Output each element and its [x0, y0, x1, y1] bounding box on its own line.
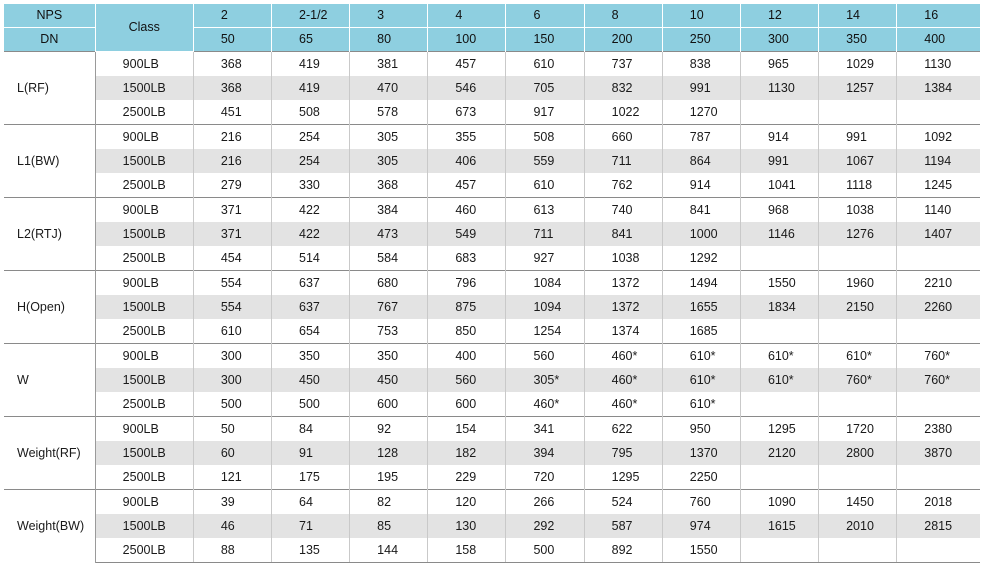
table-row [4, 149, 980, 173]
value-cell: 965 [740, 52, 818, 77]
value-cell: 841 [584, 222, 662, 246]
value-cell: 384 [350, 198, 428, 223]
dn-header: DN [4, 28, 95, 52]
value-cell: 46 [193, 514, 271, 538]
dn-cell: 100 [428, 28, 506, 52]
value-cell: 371 [193, 222, 271, 246]
value-cell: 229 [428, 465, 506, 490]
class-cell: 1500LB [95, 441, 193, 465]
value-cell: 610 [506, 52, 584, 77]
value-cell: 610* [662, 344, 740, 369]
value-cell: 2150 [819, 295, 897, 319]
value-cell: 587 [584, 514, 662, 538]
value-cell: 760* [897, 368, 980, 392]
value-cell: 1000 [662, 222, 740, 246]
class-cell: 2500LB [95, 538, 193, 563]
value-cell: 419 [272, 52, 350, 77]
value-cell: 1615 [740, 514, 818, 538]
value-cell: 2210 [897, 271, 980, 296]
value-cell: 457 [428, 173, 506, 198]
table-row [4, 514, 980, 538]
table-row [4, 271, 980, 296]
nps-cell: 2-1/2 [272, 4, 350, 28]
value-cell: 1834 [740, 295, 818, 319]
value-cell: 720 [506, 465, 584, 490]
value-cell: 559 [506, 149, 584, 173]
value-cell: 1407 [897, 222, 980, 246]
class-cell: 900LB [95, 490, 193, 515]
value-cell: 524 [584, 490, 662, 515]
value-cell: 832 [584, 76, 662, 100]
value-cell: 85 [350, 514, 428, 538]
value-cell [740, 246, 818, 271]
value-cell: 300 [193, 368, 271, 392]
value-cell: 457 [428, 52, 506, 77]
dn-cell: 150 [506, 28, 584, 52]
value-cell: 300 [193, 344, 271, 369]
class-cell: 900LB [95, 417, 193, 442]
dn-cell: 65 [272, 28, 350, 52]
value-cell: 850 [428, 319, 506, 344]
value-cell: 406 [428, 149, 506, 173]
value-cell: 330 [272, 173, 350, 198]
value-cell: 1118 [819, 173, 897, 198]
value-cell [897, 465, 980, 490]
value-cell: 400 [428, 344, 506, 369]
value-cell: 254 [272, 125, 350, 150]
value-cell: 705 [506, 76, 584, 100]
value-cell: 683 [428, 246, 506, 271]
value-cell: 610* [740, 344, 818, 369]
table-body [4, 52, 980, 563]
value-cell: 841 [662, 198, 740, 223]
value-cell: 2800 [819, 441, 897, 465]
value-cell: 500 [506, 538, 584, 563]
value-cell: 554 [193, 271, 271, 296]
value-cell: 654 [272, 319, 350, 344]
value-cell: 1038 [819, 198, 897, 223]
table-row [4, 173, 980, 198]
value-cell: 610 [506, 173, 584, 198]
value-cell: 737 [584, 52, 662, 77]
class-cell: 900LB [95, 52, 193, 77]
value-cell: 216 [193, 149, 271, 173]
value-cell: 470 [350, 76, 428, 100]
value-cell: 368 [193, 76, 271, 100]
class-cell: 2500LB [95, 173, 193, 198]
value-cell: 50 [193, 417, 271, 442]
header-row-nps [4, 4, 980, 28]
value-cell: 120 [428, 490, 506, 515]
value-cell: 917 [506, 100, 584, 125]
value-cell: 450 [272, 368, 350, 392]
value-cell: 1450 [819, 490, 897, 515]
value-cell: 950 [662, 417, 740, 442]
value-cell: 892 [584, 538, 662, 563]
value-cell: 560 [428, 368, 506, 392]
value-cell: 154 [428, 417, 506, 442]
value-cell [819, 465, 897, 490]
value-cell: 1130 [897, 52, 980, 77]
value-cell [819, 319, 897, 344]
dn-cell: 300 [740, 28, 818, 52]
value-cell: 305* [506, 368, 584, 392]
value-cell: 2010 [819, 514, 897, 538]
value-cell: 613 [506, 198, 584, 223]
class-cell: 2500LB [95, 465, 193, 490]
value-cell: 610 [193, 319, 271, 344]
value-cell: 1370 [662, 441, 740, 465]
value-cell: 71 [272, 514, 350, 538]
value-cell: 1655 [662, 295, 740, 319]
value-cell: 1550 [740, 271, 818, 296]
dn-cell: 50 [193, 28, 271, 52]
value-cell: 3870 [897, 441, 980, 465]
nps-cell: 8 [584, 4, 662, 28]
class-cell: 900LB [95, 344, 193, 369]
value-cell: 130 [428, 514, 506, 538]
value-cell: 508 [506, 125, 584, 150]
value-cell: 1295 [740, 417, 818, 442]
group-label: L(RF) [4, 52, 95, 125]
value-cell: 368 [193, 52, 271, 77]
value-cell: 350 [272, 344, 350, 369]
value-cell [740, 392, 818, 417]
value-cell: 660 [584, 125, 662, 150]
nps-cell: 6 [506, 4, 584, 28]
value-cell: 796 [428, 271, 506, 296]
value-cell: 1374 [584, 319, 662, 344]
value-cell: 368 [350, 173, 428, 198]
value-cell [897, 100, 980, 125]
group-label: L1(BW) [4, 125, 95, 198]
value-cell: 974 [662, 514, 740, 538]
value-cell: 838 [662, 52, 740, 77]
value-cell: 637 [272, 295, 350, 319]
value-cell: 1041 [740, 173, 818, 198]
table-row [4, 368, 980, 392]
group-label: Weight(RF) [4, 417, 95, 490]
class-cell: 2500LB [95, 319, 193, 344]
value-cell: 460* [584, 368, 662, 392]
value-cell: 760 [662, 490, 740, 515]
value-cell: 350 [350, 344, 428, 369]
table-row [4, 441, 980, 465]
value-cell [819, 246, 897, 271]
value-cell: 341 [506, 417, 584, 442]
group-label: Weight(BW) [4, 490, 95, 563]
value-cell: 1720 [819, 417, 897, 442]
value-cell: 394 [506, 441, 584, 465]
value-cell: 546 [428, 76, 506, 100]
value-cell: 1960 [819, 271, 897, 296]
table-row [4, 319, 980, 344]
value-cell: 175 [272, 465, 350, 490]
value-cell: 1194 [897, 149, 980, 173]
value-cell: 305 [350, 149, 428, 173]
value-cell: 1372 [584, 295, 662, 319]
value-cell: 1130 [740, 76, 818, 100]
value-cell: 1550 [662, 538, 740, 563]
value-cell: 454 [193, 246, 271, 271]
value-cell: 1084 [506, 271, 584, 296]
value-cell: 450 [350, 368, 428, 392]
value-cell: 64 [272, 490, 350, 515]
value-cell: 680 [350, 271, 428, 296]
value-cell: 2250 [662, 465, 740, 490]
value-cell: 381 [350, 52, 428, 77]
value-cell: 760* [819, 368, 897, 392]
value-cell: 460* [506, 392, 584, 417]
value-cell: 1067 [819, 149, 897, 173]
dn-cell: 200 [584, 28, 662, 52]
value-cell: 84 [272, 417, 350, 442]
table-row [4, 125, 980, 150]
value-cell: 2018 [897, 490, 980, 515]
value-cell: 991 [819, 125, 897, 150]
value-cell: 422 [272, 198, 350, 223]
nps-cell: 12 [740, 4, 818, 28]
value-cell: 740 [584, 198, 662, 223]
group-label: H(Open) [4, 271, 95, 344]
value-cell: 2120 [740, 441, 818, 465]
value-cell [897, 392, 980, 417]
table-row [4, 465, 980, 490]
value-cell: 711 [584, 149, 662, 173]
value-cell [897, 246, 980, 271]
class-cell: 900LB [95, 271, 193, 296]
value-cell: 371 [193, 198, 271, 223]
table-row [4, 222, 980, 246]
value-cell: 2260 [897, 295, 980, 319]
dn-cell: 400 [897, 28, 980, 52]
value-cell: 1090 [740, 490, 818, 515]
class-cell: 2500LB [95, 392, 193, 417]
table-row [4, 76, 980, 100]
value-cell: 292 [506, 514, 584, 538]
value-cell [897, 319, 980, 344]
value-cell [740, 538, 818, 563]
value-cell: 711 [506, 222, 584, 246]
value-cell: 460* [584, 344, 662, 369]
value-cell: 2380 [897, 417, 980, 442]
value-cell: 864 [662, 149, 740, 173]
value-cell: 554 [193, 295, 271, 319]
value-cell: 460 [428, 198, 506, 223]
value-cell: 158 [428, 538, 506, 563]
value-cell: 500 [193, 392, 271, 417]
value-cell: 1270 [662, 100, 740, 125]
value-cell: 1384 [897, 76, 980, 100]
table-row [4, 490, 980, 515]
value-cell: 182 [428, 441, 506, 465]
value-cell: 279 [193, 173, 271, 198]
dn-cell: 250 [662, 28, 740, 52]
value-cell: 610* [740, 368, 818, 392]
value-cell: 1292 [662, 246, 740, 271]
value-cell: 1022 [584, 100, 662, 125]
value-cell: 2815 [897, 514, 980, 538]
value-cell: 600 [350, 392, 428, 417]
table-row [4, 392, 980, 417]
value-cell: 305 [350, 125, 428, 150]
nps-cell: 2 [193, 4, 271, 28]
value-cell: 1257 [819, 76, 897, 100]
group-label: W [4, 344, 95, 417]
value-cell: 91 [272, 441, 350, 465]
value-cell: 355 [428, 125, 506, 150]
class-cell: 2500LB [95, 246, 193, 271]
class-header: Class [95, 4, 193, 52]
table-row [4, 52, 980, 77]
dn-cell: 350 [819, 28, 897, 52]
table-row [4, 417, 980, 442]
nps-cell: 14 [819, 4, 897, 28]
table-row [4, 295, 980, 319]
value-cell: 128 [350, 441, 428, 465]
value-cell: 216 [193, 125, 271, 150]
value-cell: 753 [350, 319, 428, 344]
value-cell: 637 [272, 271, 350, 296]
value-cell: 914 [662, 173, 740, 198]
value-cell: 254 [272, 149, 350, 173]
value-cell: 991 [740, 149, 818, 173]
value-cell: 875 [428, 295, 506, 319]
table-row [4, 246, 980, 271]
value-cell: 600 [428, 392, 506, 417]
value-cell: 1146 [740, 222, 818, 246]
value-cell: 968 [740, 198, 818, 223]
table-row [4, 198, 980, 223]
nps-header: NPS [4, 4, 95, 28]
value-cell: 560 [506, 344, 584, 369]
value-cell: 266 [506, 490, 584, 515]
value-cell: 622 [584, 417, 662, 442]
group-label: L2(RTJ) [4, 198, 95, 271]
value-cell: 422 [272, 222, 350, 246]
value-cell: 1029 [819, 52, 897, 77]
value-cell: 1372 [584, 271, 662, 296]
nps-cell: 10 [662, 4, 740, 28]
value-cell [740, 465, 818, 490]
value-cell: 610* [662, 392, 740, 417]
class-cell: 1500LB [95, 76, 193, 100]
value-cell [740, 100, 818, 125]
value-cell: 787 [662, 125, 740, 150]
value-cell: 795 [584, 441, 662, 465]
value-cell: 1245 [897, 173, 980, 198]
value-cell: 1092 [897, 125, 980, 150]
value-cell: 1295 [584, 465, 662, 490]
value-cell: 82 [350, 490, 428, 515]
value-cell: 419 [272, 76, 350, 100]
value-cell: 914 [740, 125, 818, 150]
nps-cell: 3 [350, 4, 428, 28]
value-cell: 1276 [819, 222, 897, 246]
value-cell: 88 [193, 538, 271, 563]
class-cell: 2500LB [95, 100, 193, 125]
class-cell: 1500LB [95, 368, 193, 392]
value-cell: 767 [350, 295, 428, 319]
value-cell [740, 319, 818, 344]
value-cell: 508 [272, 100, 350, 125]
value-cell: 1038 [584, 246, 662, 271]
value-cell: 460* [584, 392, 662, 417]
value-cell: 60 [193, 441, 271, 465]
value-cell: 927 [506, 246, 584, 271]
value-cell: 991 [662, 76, 740, 100]
value-cell: 762 [584, 173, 662, 198]
value-cell: 760* [897, 344, 980, 369]
table-row [4, 344, 980, 369]
dn-cell: 80 [350, 28, 428, 52]
value-cell [819, 538, 897, 563]
value-cell: 549 [428, 222, 506, 246]
value-cell [819, 100, 897, 125]
table-row [4, 100, 980, 125]
value-cell: 451 [193, 100, 271, 125]
class-cell: 900LB [95, 198, 193, 223]
value-cell: 1140 [897, 198, 980, 223]
value-cell: 92 [350, 417, 428, 442]
class-cell: 1500LB [95, 514, 193, 538]
table-row [4, 538, 980, 563]
value-cell: 610* [819, 344, 897, 369]
class-cell: 1500LB [95, 222, 193, 246]
value-cell: 578 [350, 100, 428, 125]
nps-cell: 4 [428, 4, 506, 28]
value-cell: 135 [272, 538, 350, 563]
value-cell: 39 [193, 490, 271, 515]
value-cell [897, 538, 980, 563]
value-cell: 473 [350, 222, 428, 246]
value-cell: 673 [428, 100, 506, 125]
class-cell: 900LB [95, 125, 193, 150]
class-cell: 1500LB [95, 295, 193, 319]
nps-cell: 16 [897, 4, 980, 28]
value-cell: 195 [350, 465, 428, 490]
value-cell [819, 392, 897, 417]
value-cell: 1685 [662, 319, 740, 344]
value-cell: 610* [662, 368, 740, 392]
value-cell: 121 [193, 465, 271, 490]
value-cell: 500 [272, 392, 350, 417]
value-cell: 584 [350, 246, 428, 271]
value-cell: 1094 [506, 295, 584, 319]
dimensions-table [4, 4, 980, 563]
value-cell: 1494 [662, 271, 740, 296]
value-cell: 144 [350, 538, 428, 563]
value-cell: 514 [272, 246, 350, 271]
value-cell: 1254 [506, 319, 584, 344]
class-cell: 1500LB [95, 149, 193, 173]
